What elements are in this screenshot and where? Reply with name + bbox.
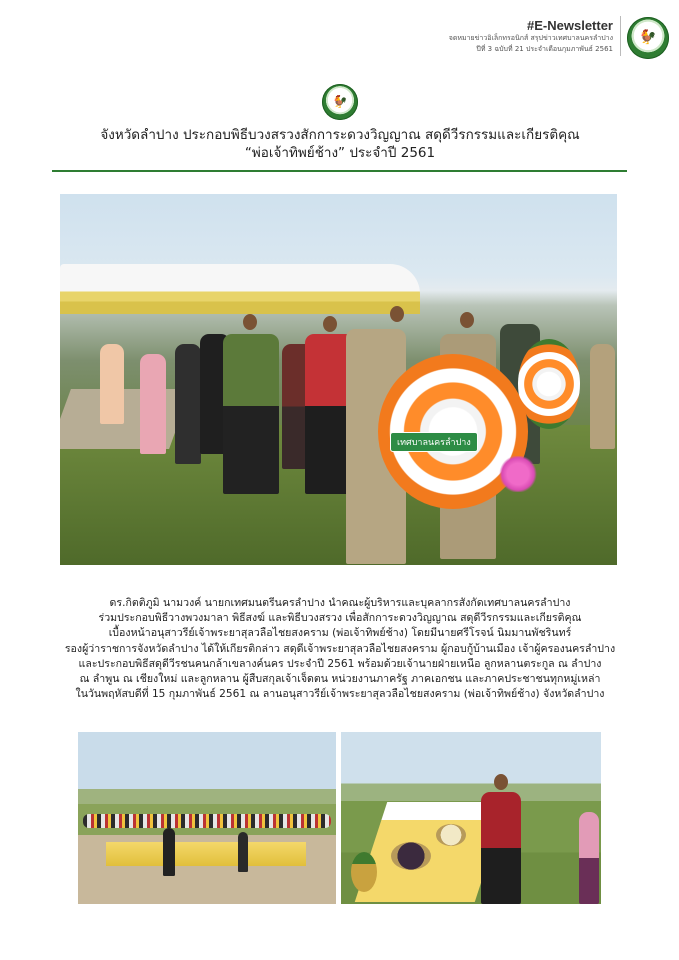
person-head xyxy=(494,774,508,790)
header-divider xyxy=(620,16,621,56)
person xyxy=(590,344,615,449)
offering-table xyxy=(106,842,306,866)
person xyxy=(140,354,166,454)
person-head xyxy=(390,306,404,322)
person xyxy=(175,344,201,464)
person-head xyxy=(323,316,337,332)
fruit-offering xyxy=(436,824,466,846)
person xyxy=(223,334,279,494)
ribbon-bow xyxy=(498,456,538,492)
body-line: ในวันพฤหัสบดีที่ 15 กุมภาพันธ์ 2561 ณ ลานอนุสาวรีย์เจ้าพระยาสุลวลือไชยสงคราม (พ่อเจ้าทิพย์ช้าง) จังหวัดลำปาง xyxy=(75,688,605,701)
body-line: เบื้องหน้าอนุสาวรีย์เจ้าพระยาสุลวลือไชยสงคราม (พ่อเจ้าทิพย์ช้าง) โดยมีนายศรีโรจน์ นิมมานพัชรินทร์ xyxy=(108,627,572,640)
newsletter-header xyxy=(449,18,613,55)
body-line: ดร.กิตติภูมิ นามวงค์ นายกเทศมนตรีนครลำปาง นำคณะผู้บริหารและบุคลากรสังกัดเทศบาลนครลำปาง xyxy=(109,597,571,609)
crowd xyxy=(83,814,331,828)
person xyxy=(163,828,175,876)
person-head xyxy=(243,314,257,330)
walkway xyxy=(60,389,191,449)
headline-line-2: “พ่อเจ้าทิพย์ช้าง” ประจำปี 2561 xyxy=(244,145,436,161)
tent xyxy=(60,264,420,314)
fruit-offering xyxy=(351,852,377,892)
newsletter-title: #E-Newsletter xyxy=(527,18,613,33)
newsletter-issue: ปีที่ 3 ฉบับที่ 21 ประจำเดือนกุมภาพันธ์ 2561 xyxy=(476,45,613,53)
article-headline xyxy=(40,126,640,162)
fruit-offering xyxy=(391,842,431,870)
newsletter-subtitle: จดหมายข่าวอิเล็กทรอนิกส์ สรุปข่าวเทศบาลนครลำปาง xyxy=(448,34,613,42)
body-line: ร่วมประกอบพิธีวางพวงมาลา พิธีสงฆ์ และพิธีบวงสรวง เพื่อสักการะดวงวิญญาณ สดุดีวีรกรรมและเกียรติคุณ xyxy=(98,612,582,625)
person xyxy=(100,344,124,424)
rooster-seal-icon: 🐓 xyxy=(322,84,358,120)
ceremony-photo-left xyxy=(78,732,336,904)
wreath-sign: เทศบาลนครลำปาง xyxy=(390,432,478,452)
body-line: และประกอบพิธีสดุดีวีรชนคนกล้าเขลางค์นคร ประจำปี 2561 พร้อมด้วยเจ้านายฝ่ายเหนือ ลูกหลานตระกูล ณ ลำปาง xyxy=(78,657,602,670)
flower-wreath xyxy=(518,339,580,429)
person-head xyxy=(460,312,474,328)
rooster-seal-icon: 🐓 xyxy=(627,17,669,59)
person xyxy=(238,832,248,872)
main-photo xyxy=(60,194,617,565)
body-line: ณ ลำพูน ณ เชียงใหม่ และลูกหลาน ผู้สืบสกุลเจ้าเจ็ดตน หน่วยงานภาครัฐ ภาคเอกชน และภาคประชาชนทุกหมู่เหล่า xyxy=(79,673,601,686)
body-line: รองผู้ว่าราชการจังหวัดลำปาง ได้ให้เกียรติกล่าว สดุดีเจ้าพระยาสุลวลือไชยสงคราม ผู้กอบกู้บ้านเมือง เจ้าผู้ครองนครลำปาง xyxy=(64,642,616,655)
ceremony-photo-right xyxy=(341,732,601,904)
headline-rule xyxy=(52,170,627,172)
headline-line-1: จังหวัดลำปาง ประกอบพิธีบวงสรวงสักการะดวงวิญญาณ สดุดีวีรกรรมและเกียรติคุณ xyxy=(100,127,580,143)
article-body xyxy=(40,596,640,702)
person xyxy=(579,812,599,904)
person xyxy=(481,792,521,904)
